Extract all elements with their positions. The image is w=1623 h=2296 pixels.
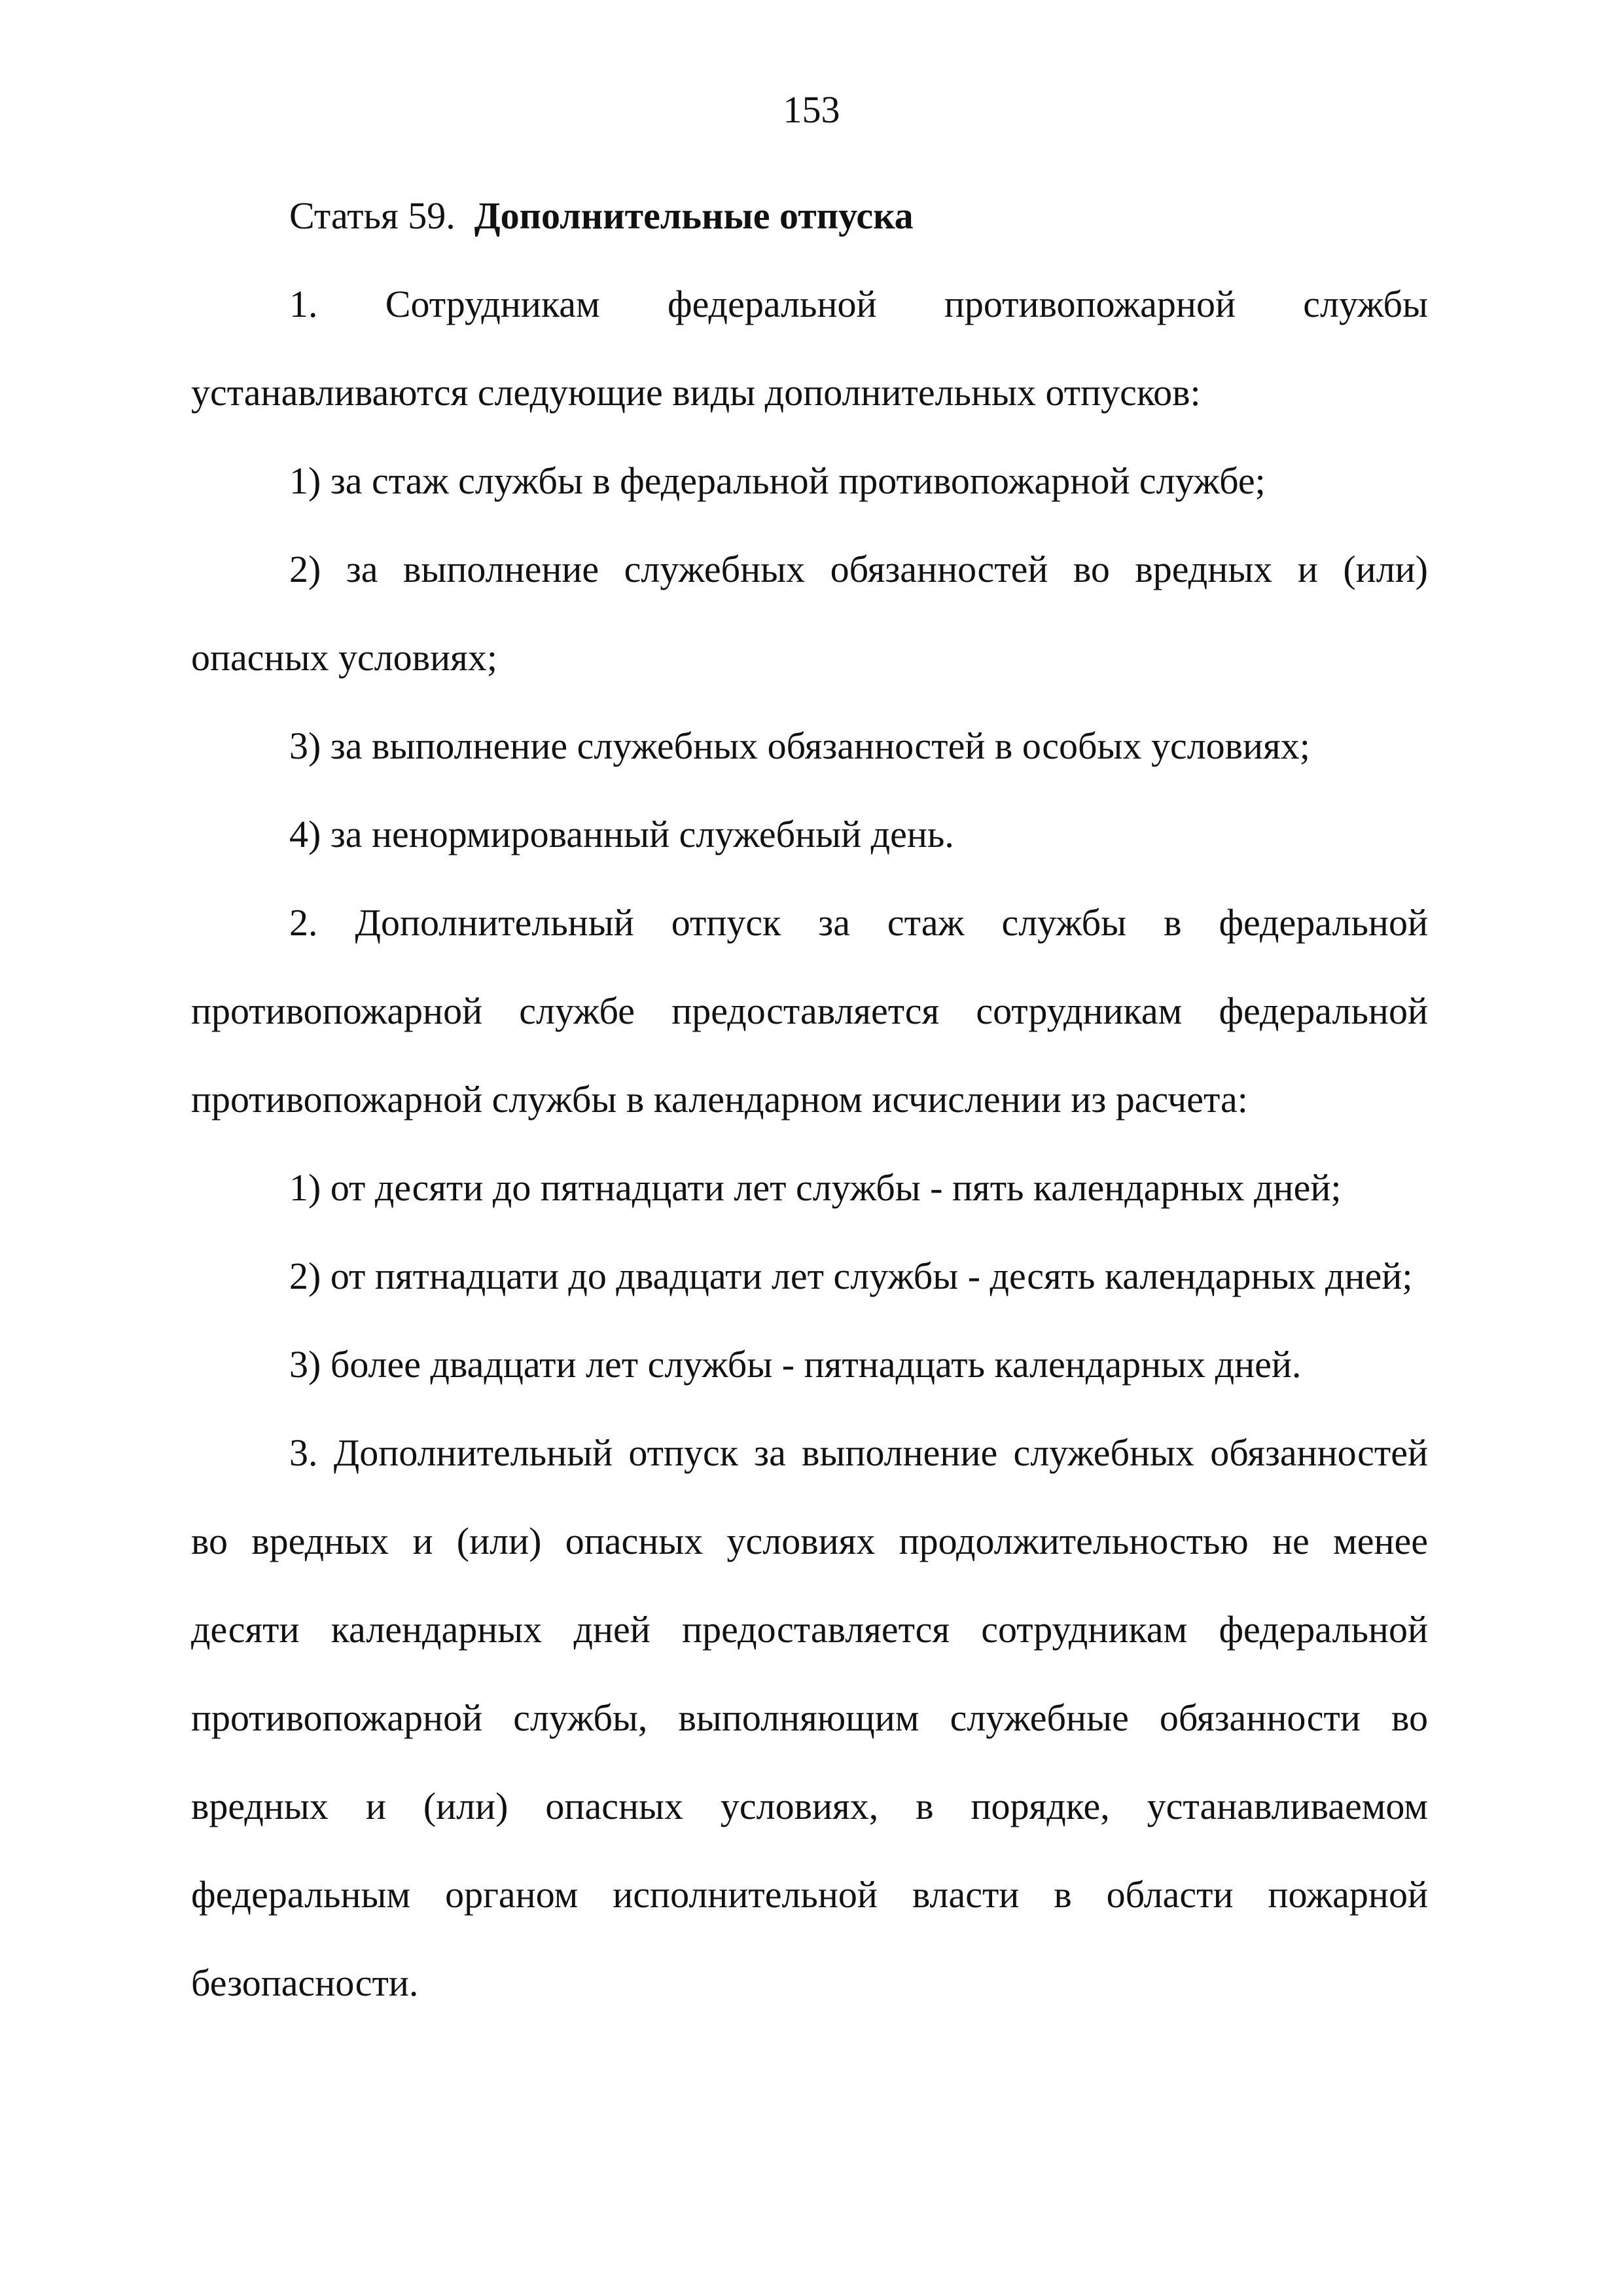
paragraph: 3. Дополнительный отпуск за выполнение служебных обязанностей во вредных и (или) опасных условиях продолжительностью не менее десяти календарных дней предоставляется сотрудникам федеральной противопожарной службы, выполняющим служебные обязанности во вредных и (или) опасных условиях, в порядке, устанавливаемом федеральным органом исполнительной власти в области пожарной безопасности. [191, 1431, 1428, 2004]
paragraph: 3) более двадцати лет службы - пятнадцать календарных дней. [289, 1343, 1302, 1386]
paragraph: 2) за выполнение служебных обязанностей во вредных и (или) опасных условиях; [191, 548, 1428, 679]
paragraph: 1. Сотрудникам федеральной противопожарной службы устанавливаются следующие виды дополнительных отпусков: [191, 283, 1428, 414]
article-heading [191, 171, 1428, 260]
article-title: Дополнительные отпуска [474, 194, 914, 237]
document-body [191, 171, 1428, 2027]
paragraph: 1) от десяти до пятнадцати лет службы - пять календарных дней; [289, 1166, 1342, 1209]
paragraph: 1) за стаж службы в федеральной противопожарной службе; [289, 459, 1266, 502]
paragraph: 4) за ненормированный служебный день. [289, 813, 954, 855]
paragraph: 2. Дополнительный отпуск за стаж службы в федеральной противопожарной службе предоставляется сотрудникам федеральной противопожарной службы в календарном исчислении из расчета: [191, 901, 1428, 1121]
paragraph: 3) за выполнение служебных обязанностей в особых условиях; [289, 725, 1310, 767]
paragraph: 2) от пятнадцати до двадцати лет службы - десять календарных дней; [289, 1255, 1413, 1297]
article-label: Статья 59. [289, 194, 455, 237]
page-number: 153 [783, 88, 840, 131]
